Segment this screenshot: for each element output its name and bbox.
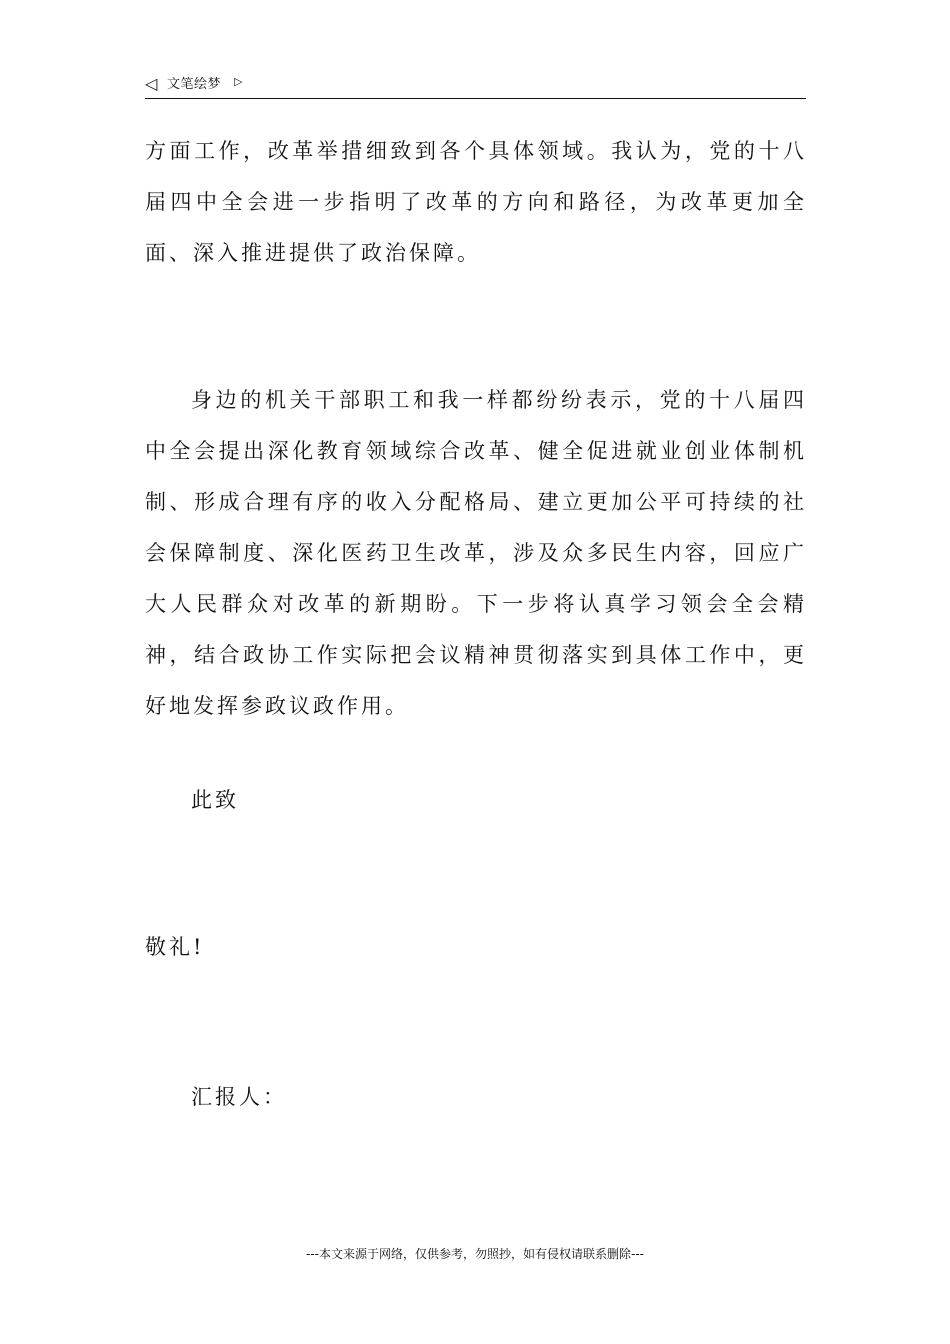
closing-regards: 敬礼! <box>145 935 205 959</box>
paragraph-opinion: 身边的机关干部职工和我一样都纷纷表示，党的十八届四中全会提出深化教育领域综合改革、健全促进就业创业体制机制、形成合理有序的收入分配格局、建立更加公平可持续的社会保障制度、深化医药卫生改革，涉及众多民生内容，回应广大人民群众对改革的新期盼。下一步将认真学习领会全会精神，结合政协工作实际把会议精神贯彻落实到具体工作中，更好地发挥参政议政作用。 <box>145 388 807 718</box>
triangle-left-icon: ◁ <box>145 74 158 93</box>
triangle-right-icon: ▷ <box>234 75 243 88</box>
paragraph-continued: 方面工作，改革举措细致到各个具体领域。我认为，党的十八届四中全会进一步指明了改革的方向和路径，为改革更加全面、深入推进提供了政治保障。 <box>145 139 807 265</box>
header-title: 文笔绘梦 <box>167 77 222 92</box>
reporter-signature-label: 汇报人： <box>191 1085 287 1109</box>
page-header <box>145 74 806 99</box>
closing-salutation: 此致 <box>191 788 239 812</box>
page-footer-disclaimer: ---本文来源于网络，仅供参考，勿照抄，如有侵权请联系删除--- <box>306 1247 644 1261</box>
